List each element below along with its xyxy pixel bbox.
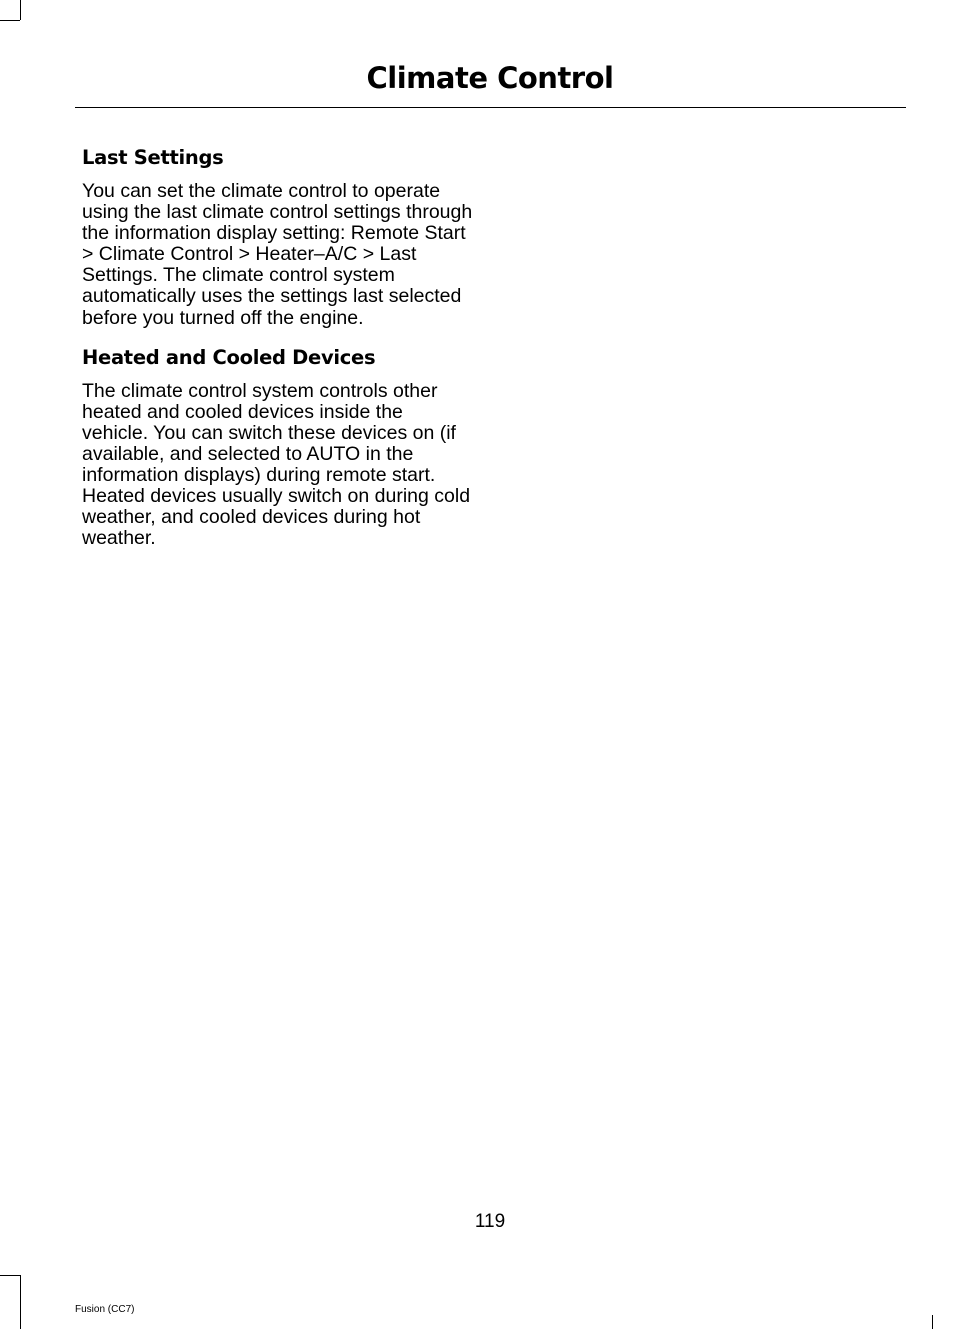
header-divider — [75, 107, 906, 108]
crop-mark-top-left-horizontal — [0, 20, 20, 21]
page-number: 119 — [474, 1211, 506, 1232]
section-heading-heated-cooled-devices: Heated and Cooled Devices — [82, 345, 376, 369]
footer-model-label: Fusion (CC7) — [75, 1304, 135, 1315]
crop-mark-bottom-left-tick — [20, 1315, 21, 1329]
crop-mark-bottom-right-tick — [932, 1315, 933, 1329]
section-heading-last-settings: Last Settings — [82, 146, 224, 169]
crop-mark-top-left-vertical — [20, 0, 21, 20]
section-body-last-settings: You can set the climate control to operate using the last climate control settings through the information display setting: Remote Start > Climate Control > Heater–A/C > Last Settings. The climate control system automatically uses the settings last selected before you turned off the engine. — [82, 180, 473, 329]
content-column — [82, 140, 482, 549]
crop-mark-bottom-left-horizontal — [0, 1275, 20, 1276]
page-title: Climate Control — [366, 61, 614, 95]
section-body-heated-cooled-devices: The climate control system controls other heated and cooled devices inside the vehicle. You can switch these devices on (if available, and selected to AUTO in the information displays) during remote start. Heated devices usually switch on during cold weather, and cooled devices during hot weather. — [82, 379, 471, 550]
